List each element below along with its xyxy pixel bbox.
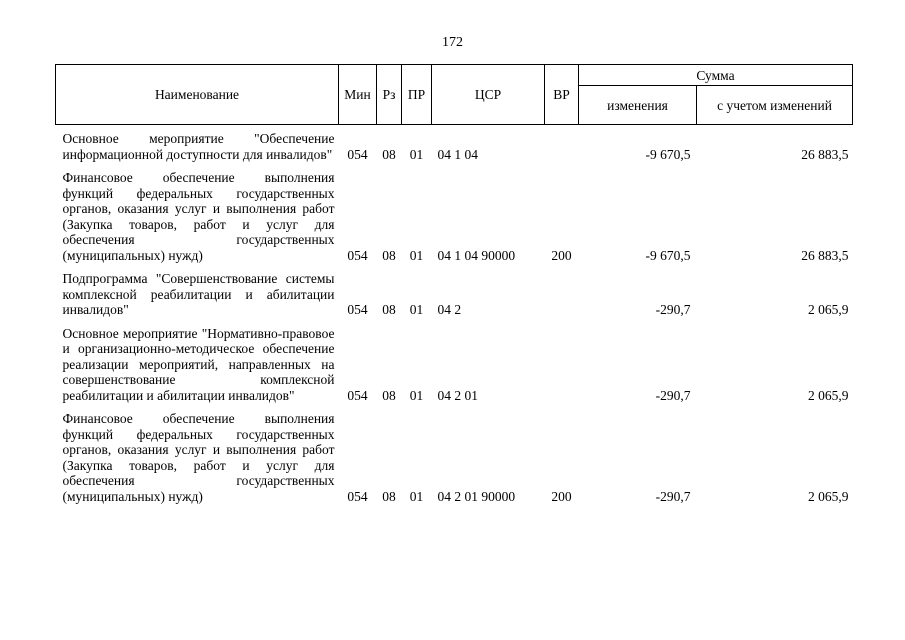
row-changes: -290,7 — [655, 387, 691, 403]
table-row — [56, 265, 853, 320]
row-vr: 200 — [551, 247, 572, 263]
header-sum: Сумма — [579, 65, 853, 86]
row-name: Основное мероприятие "Обеспечение информационной доступности для инвалидов" — [62, 131, 335, 162]
table-row — [56, 405, 853, 506]
row-rz: 08 — [382, 387, 396, 403]
budget-table — [55, 64, 853, 506]
row-total: 26 883,5 — [801, 247, 849, 263]
row-changes: -290,7 — [655, 302, 691, 317]
row-min: 054 — [347, 247, 368, 263]
row-vr: 200 — [551, 488, 572, 504]
header-name: Наименование — [56, 65, 339, 125]
header-changes: изменения — [579, 86, 697, 125]
row-total: 2 065,9 — [808, 488, 849, 504]
table-header — [56, 65, 853, 125]
row-vr — [545, 320, 579, 406]
row-rz: 08 — [382, 146, 396, 162]
row-min: 054 — [347, 302, 368, 317]
row-min: 054 — [347, 387, 368, 403]
row-vr — [545, 125, 579, 165]
header-csr: ЦСР — [432, 65, 545, 125]
header-vr: ВР — [545, 65, 579, 125]
row-rz: 08 — [382, 247, 396, 263]
table-row — [56, 320, 853, 406]
row-min: 054 — [347, 488, 368, 504]
row-name: Подпрограмма "Совершенствование системы комплексной реабилитации и абилитации инвалидов" — [62, 271, 335, 317]
header-rz: Рз — [377, 65, 402, 125]
row-changes: -9 670,5 — [645, 247, 691, 263]
row-csr: 04 1 04 — [437, 146, 478, 162]
row-pr: 01 — [409, 387, 424, 403]
row-csr: 04 2 01 — [437, 387, 478, 403]
row-total: 2 065,9 — [808, 302, 849, 317]
row-changes: -290,7 — [655, 488, 691, 504]
header-pr: ПР — [402, 65, 432, 125]
row-total: 26 883,5 — [801, 146, 849, 162]
row-pr: 01 — [409, 302, 424, 317]
row-csr: 04 2 01 90000 — [437, 488, 516, 504]
row-rz: 08 — [382, 488, 396, 504]
row-csr: 04 2 — [437, 302, 462, 317]
row-name: Финансовое обеспечение выполнения функций федеральных государственных органов, оказания услуг и выполнения работ (Закупка товаров, работ и услуг для обеспечения государственных (муниципальных) нужд) — [62, 411, 335, 504]
table-row — [56, 125, 853, 165]
row-pr: 01 — [409, 247, 424, 263]
page-number: 172 — [442, 35, 463, 50]
row-csr: 04 1 04 90000 — [437, 247, 516, 263]
row-pr: 01 — [409, 146, 424, 162]
row-total: 2 065,9 — [808, 387, 849, 403]
header-min: Мин — [339, 65, 377, 125]
table-body — [56, 125, 853, 507]
row-min: 054 — [347, 146, 368, 162]
header-with-changes: с учетом изменений — [697, 86, 853, 125]
table-row — [56, 164, 853, 265]
row-changes: -9 670,5 — [645, 146, 691, 162]
row-pr: 01 — [409, 488, 424, 504]
row-name: Основное мероприятие "Нормативно-правовое и организационно-методическое обеспечение реализации мероприятий, направленных на совершенствование комплексной реабилитации и абилитации инвалидов" — [62, 325, 335, 403]
row-vr — [545, 265, 579, 320]
row-name: Финансовое обеспечение выполнения функций федеральных государственных органов, оказания услуг и выполнения работ (Закупка товаров, работ и услуг для обеспечения государственных (муниципальных) нужд) — [62, 170, 335, 263]
row-rz: 08 — [382, 302, 396, 317]
